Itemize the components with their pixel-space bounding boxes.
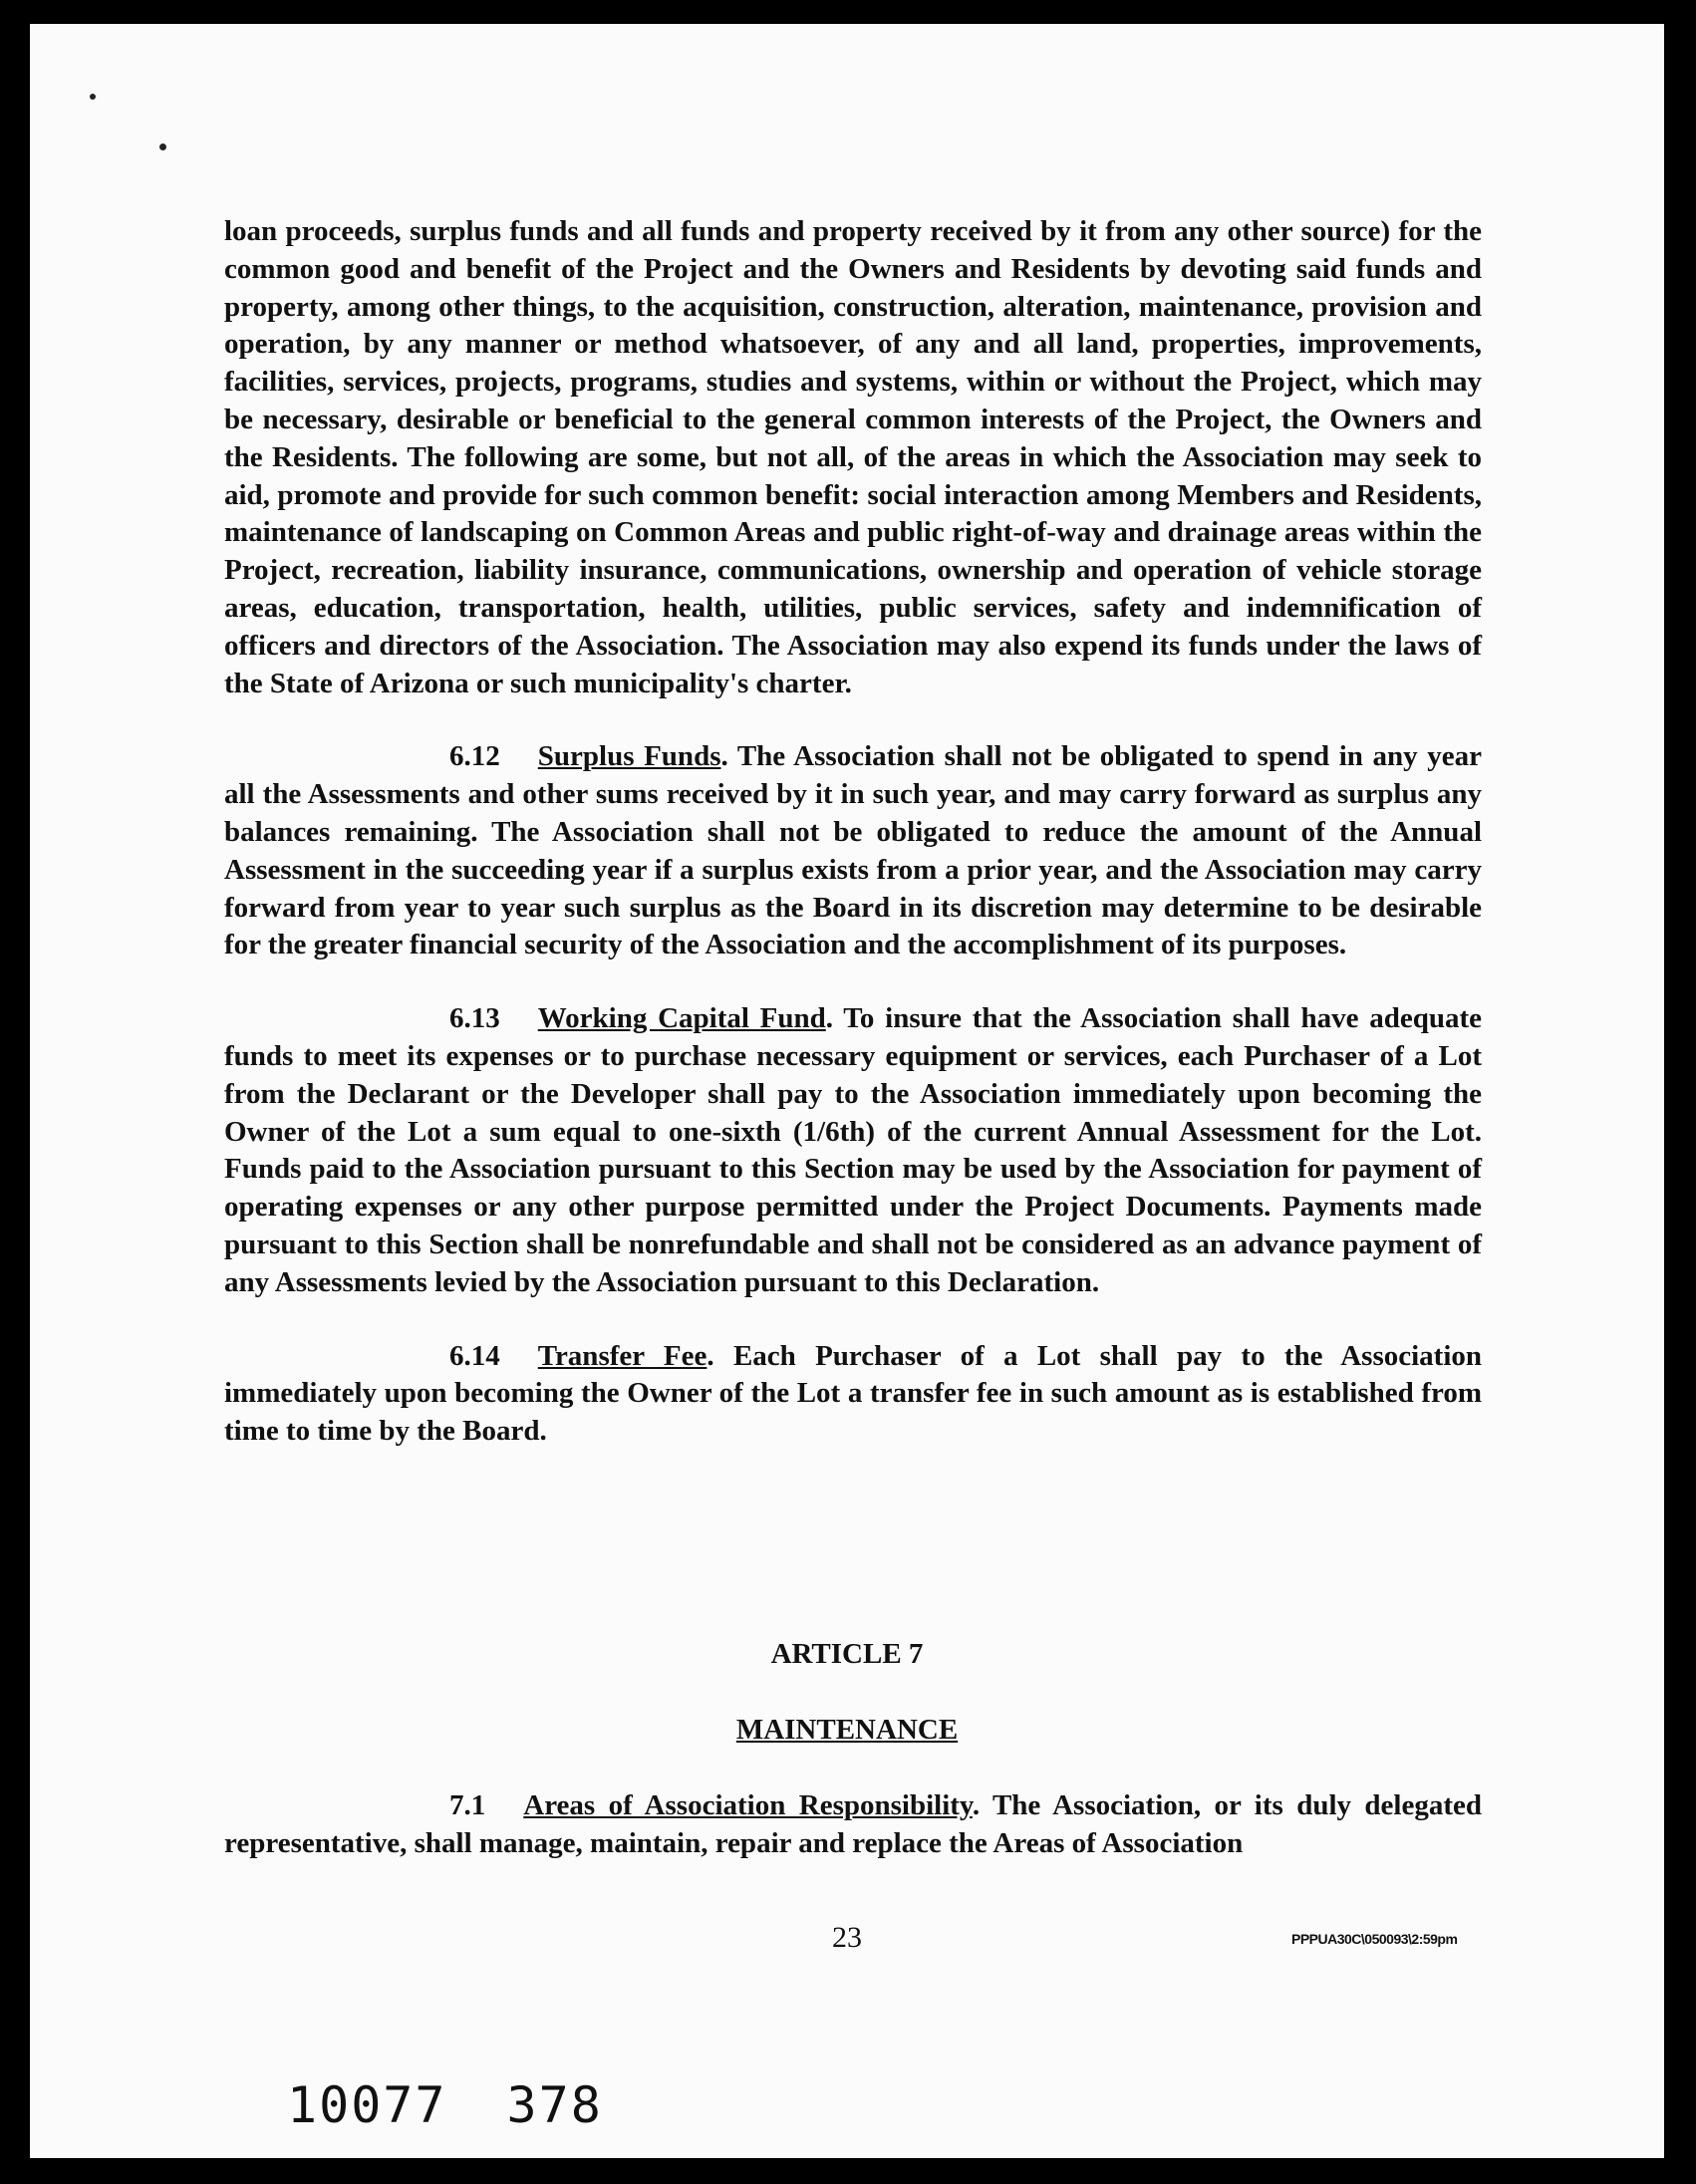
section-6-12 xyxy=(224,738,1482,964)
stamp-book-number: 10077 xyxy=(287,2076,447,2134)
section-number: 6.12 xyxy=(449,740,500,773)
section-number: 7.1 xyxy=(449,1789,486,1821)
section-title: Working Capital Fund xyxy=(537,1002,826,1035)
section-6-13 xyxy=(224,1000,1482,1301)
section-title-period: . xyxy=(707,1339,733,1372)
document-page xyxy=(30,24,1664,2158)
section-6-14 xyxy=(224,1338,1482,1451)
body-text xyxy=(224,213,1482,1451)
section-7-1-block xyxy=(224,1787,1482,1863)
section-number: 6.14 xyxy=(449,1339,500,1372)
article-title: MAINTENANCE xyxy=(735,1714,959,1746)
section-7-1 xyxy=(224,1787,1482,1863)
section-title: Areas of Association Responsibility xyxy=(523,1789,973,1821)
scan-speck xyxy=(159,143,166,150)
section-text: To insure that the Association shall have adequate funds to meet its expenses or to purchase necessary equipment or services, each Purchaser of a Lot from the Declarant or the Developer shall pay to the Association immediately upon becoming the Owner of the Lot a sum equal to one-sixth (1/6th) of the current Annual Assessment for the Lot. Funds paid to the Association pursuant to this Section may be used by the Association for payment of operating expenses or any other purpose permitted under the Project Documents. Payments made pursuant to this Section shall be nonrefundable and shall not be considered as an advance payment of any Assessments levied by the Association pursuant to this Declaration. xyxy=(224,1002,1482,1298)
section-title: Surplus Funds xyxy=(537,740,721,773)
stamp-page-number: 378 xyxy=(506,2076,603,2134)
document-reference: PPPUA30C\050093\2:59pm xyxy=(1291,1931,1458,1947)
section-text: Each Purchaser of a Lot shall pay to the Association immediately upon becoming the Owner of the Lot a transfer fee in such amount as is established from time to time by the Board. xyxy=(224,1339,1483,1448)
section-title-period: . xyxy=(720,740,737,773)
section-number: 6.13 xyxy=(449,1002,500,1035)
page-number: 23 xyxy=(832,1921,862,1954)
recording-stamp xyxy=(287,2076,603,2134)
section-title-period: . xyxy=(825,1002,844,1035)
section-text: The Association shall not be obligated to spend in any year all the Assessments and other sums received by it in such year, and may carry forward as surplus any balances remaining. The Association shall not be obligated to reduce the amount of the Annual Assessment in the succeeding year if a surplus exists from a prior year, and the Association may carry forward from year to year such surplus as the Board in its discretion may determine to be desirable for the greater financial security of the Association and the accomplishment of its purposes. xyxy=(224,740,1482,961)
scan-speck xyxy=(90,94,96,100)
section-title: Transfer Fee xyxy=(537,1339,707,1372)
article-label: ARTICLE 7 xyxy=(770,1638,924,1670)
paragraph-continuation: loan proceeds, surplus funds and all funds and property received by it from any other source) for the common good and benefit of the Project and the Owners and Residents by devoting said funds and property, among other things, to the acquisition, construction, alteration, maintenance, provision and operation, by any manner or method whatsoever, of any and all land, properties, improvements, facilities, services, projects, programs, studies and systems, within or without the Project, which may be necessary, desirable or beneficial to the general common interests of the Project, the Owners and the Residents. The following are some, but not all, of the areas in which the Association may seek to aid, promote and provide for such common benefit: social interaction among Members and Residents, maintenance of landscaping on Common Areas and public right-of-way and drainage areas within the Project, recreation, liability insurance, communications, ownership and operation of vehicle storage areas, education, transportation, health, utilities, public services, safety and indemnification of officers and directors of the Association. The Association may also expend its funds under the laws of the State of Arizona or such municipality's charter. xyxy=(224,215,1482,699)
scan-border-bottom xyxy=(0,2158,1696,2184)
section-title-period: . xyxy=(972,1789,992,1821)
section-text: The Association, or its duly delegated representative, shall manage, maintain, repair and replace the Areas of Association xyxy=(224,1789,1482,1859)
